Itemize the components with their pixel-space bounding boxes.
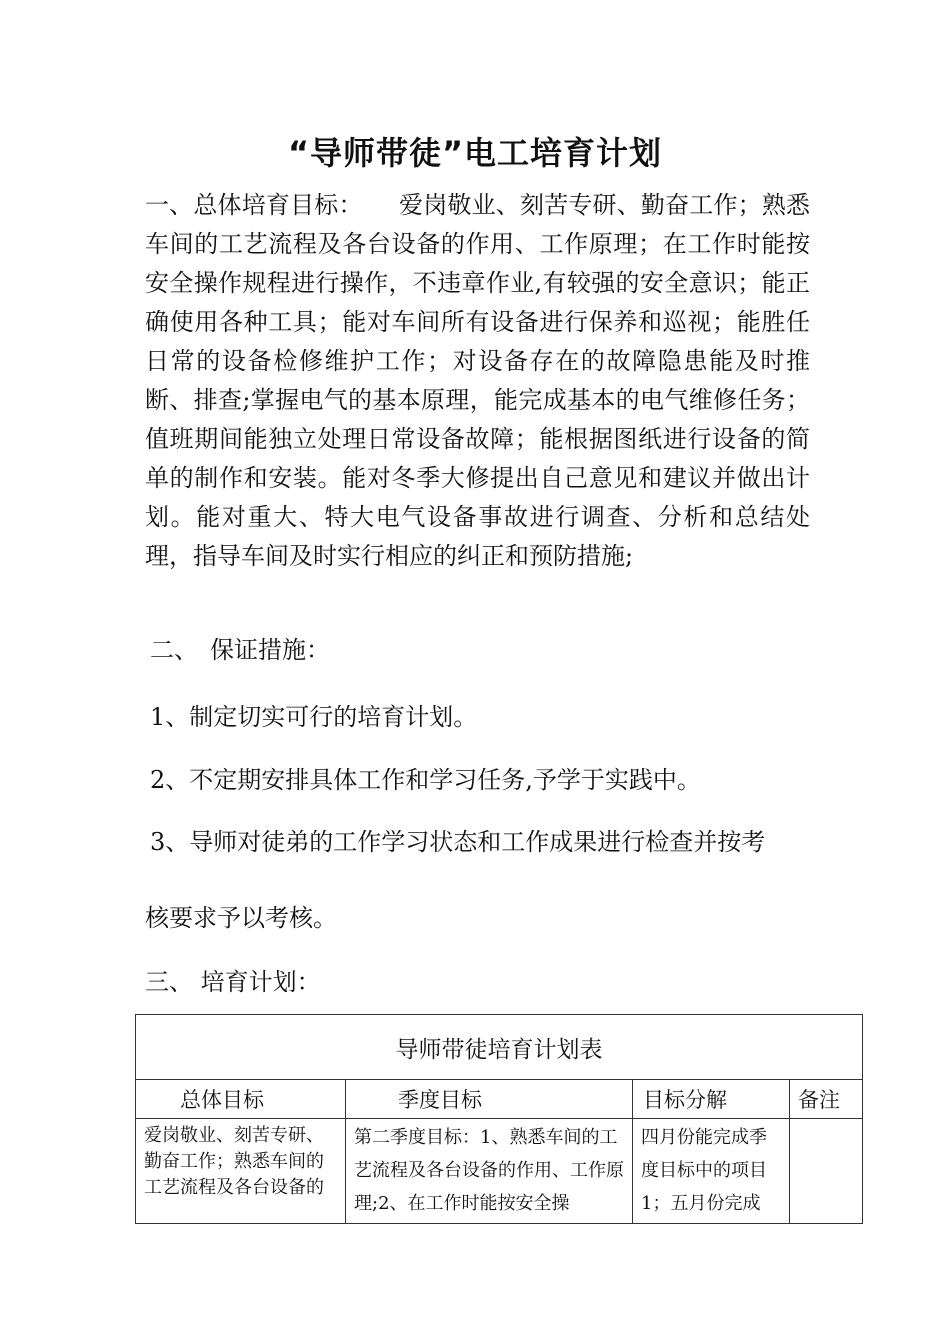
training-plan-table <box>135 1014 863 1224</box>
measure-item-2: 2、不定期安排具体工作和学习任务,予学于实践中。 <box>150 766 701 794</box>
cell-remarks <box>790 1119 863 1224</box>
cell-quarter-goal: 第二季度目标：1、熟悉车间的工艺流程及各台设备的作用、工作原理;2、在工作时能按安全操 <box>346 1119 633 1224</box>
section-2-heading: 二、 保证措施： <box>150 636 330 664</box>
table-header-row <box>136 1080 863 1119</box>
header-overall-goal: 总体目标 <box>136 1080 346 1119</box>
section-3-heading: 三、 培育计划： <box>145 968 321 996</box>
cell-goal-breakdown: 四月份能完成季度目标中的项目1；五月份完成 <box>633 1119 790 1224</box>
section-1-training-goal: 一、总体培育目标： 爱岗敬业、刻苦专研、勤奋工作；熟悉车间的工艺流程及各台设备的作用、工作原理；在工作时能按安全操作规程进行操作，不违章作业,有较强的安全意识；能正确使用各种工具；能对车间所有设备进行保养和巡视；能胜任日常的设备检修维护工作；对设备存在的故障隐患能及时推断、排查;掌握电气的基本原理，能完成基本的电气维修任务；值班期间能独立处理日常设备故障；能根据图纸进行设备的简单的制作和安装。能对冬季大修提出自己意见和建议并做出计划。能对重大、特大电气设备事故进行调查、分析和总结处理，指导车间及时实行相应的纠正和预防措施; <box>145 191 810 570</box>
measure-item-1: 1、制定切实可行的培育计划。 <box>150 703 478 731</box>
cell-overall-goal: 爱岗敬业、刻苦专研、勤奋工作；熟悉车间的工艺流程及各台设备的 <box>136 1119 346 1224</box>
measure-item-3-line-1: 3、导师对徒弟的工作学习状态和工作成果进行检查并按考 <box>150 828 766 856</box>
table-title: 导师带徒培育计划表 <box>136 1015 863 1080</box>
header-remarks: 备注 <box>790 1080 863 1119</box>
header-goal-breakdown: 目标分解 <box>633 1080 790 1119</box>
measure-item-3-line-2: 核要求予以考核。 <box>145 904 337 932</box>
table-row <box>136 1119 863 1224</box>
document-title: “导师带徒”电工培育计划 <box>287 134 663 172</box>
header-quarter-goal: 季度目标 <box>346 1080 633 1119</box>
